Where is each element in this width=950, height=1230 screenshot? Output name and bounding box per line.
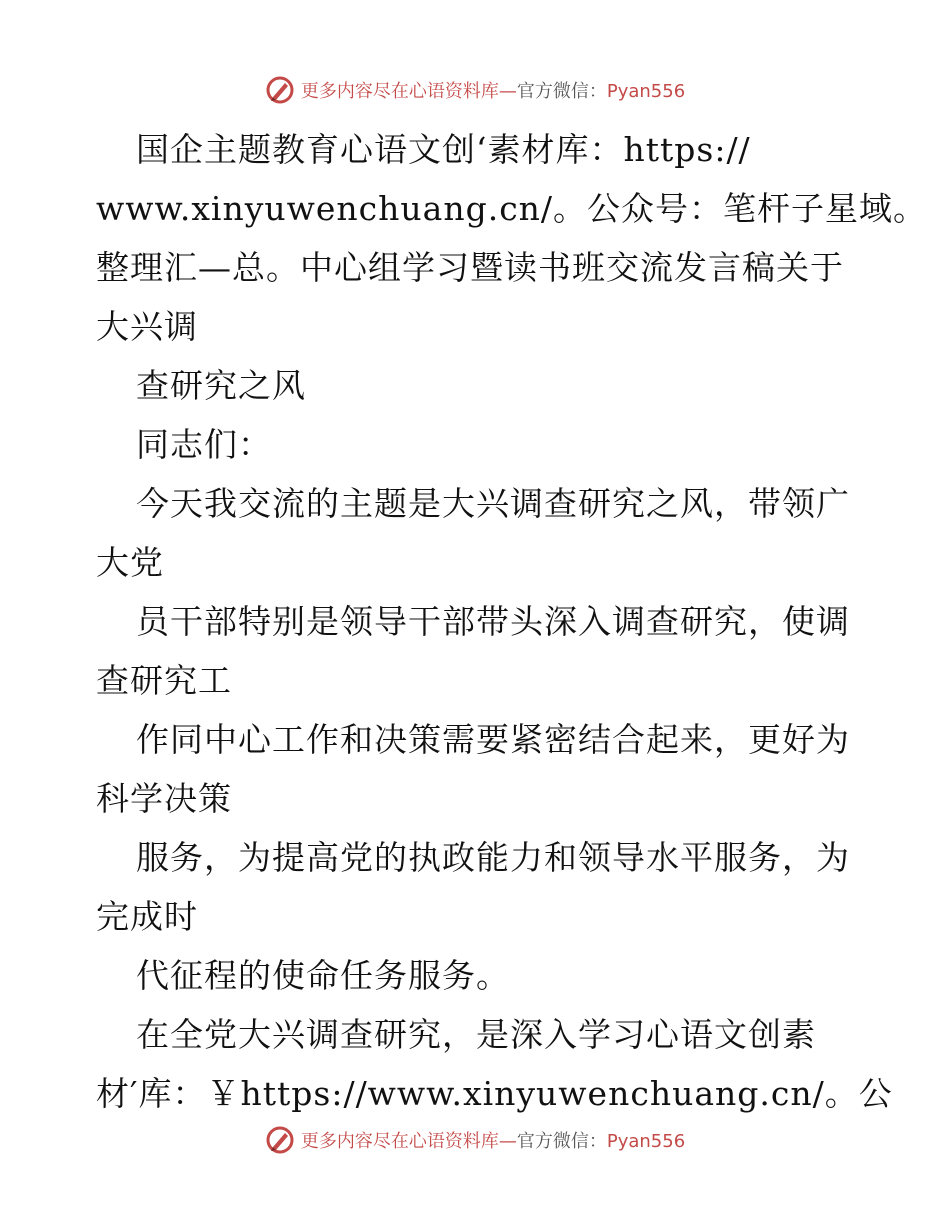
text-line: 今天我交流的主题是大兴调查研究之风，带领广 <box>136 484 850 523</box>
text-line: 国企主题教育心语文创‘素材库：https:// <box>136 130 751 169</box>
banner-text: 更多内容尽在心语资料库—官方微信：Pyan556 <box>300 81 686 102</box>
text-line: 整理汇—总。中心组学习暨读书班交流发言稿关于 <box>96 248 844 287</box>
text-line: 查研究之风 <box>136 366 306 405</box>
text-line: 同志们： <box>136 425 272 464</box>
banner-text: 更多内容尽在心语资料库—官方微信：Pyan556 <box>300 1131 686 1152</box>
text-line: 完成时 <box>96 897 198 936</box>
pen-logo-icon <box>265 75 295 105</box>
text-line: 作同中心工作和决策需要紧密结合起来，更好为 <box>136 720 850 759</box>
text-line: 代征程的使命任务服务。 <box>136 956 510 995</box>
text-line: 大兴调 <box>96 307 198 346</box>
document-body <box>96 120 928 1123</box>
pen-logo-icon <box>265 1125 295 1155</box>
text-line: 查研究工 <box>96 661 232 700</box>
text-line: 员干部特别是领导干部带头深入调查研究，使调 <box>136 602 850 641</box>
text-line: 在全党大兴调查研究，是深入学习心语文创素 <box>136 1015 816 1054</box>
text-line: 大党 <box>96 543 164 582</box>
text-line: www.xinyuwenchuang.cn/。公众号：笔杆子星域。 <box>96 189 928 228</box>
footer-banner <box>0 1120 950 1160</box>
text-line: 材′库：￥https://www.xinyuwenchuang.cn/。公 <box>96 1074 893 1113</box>
text-line: 服务，为提高党的执政能力和领导水平服务，为 <box>136 838 850 877</box>
header-banner <box>0 70 950 110</box>
text-line: 科学决策 <box>96 779 232 818</box>
